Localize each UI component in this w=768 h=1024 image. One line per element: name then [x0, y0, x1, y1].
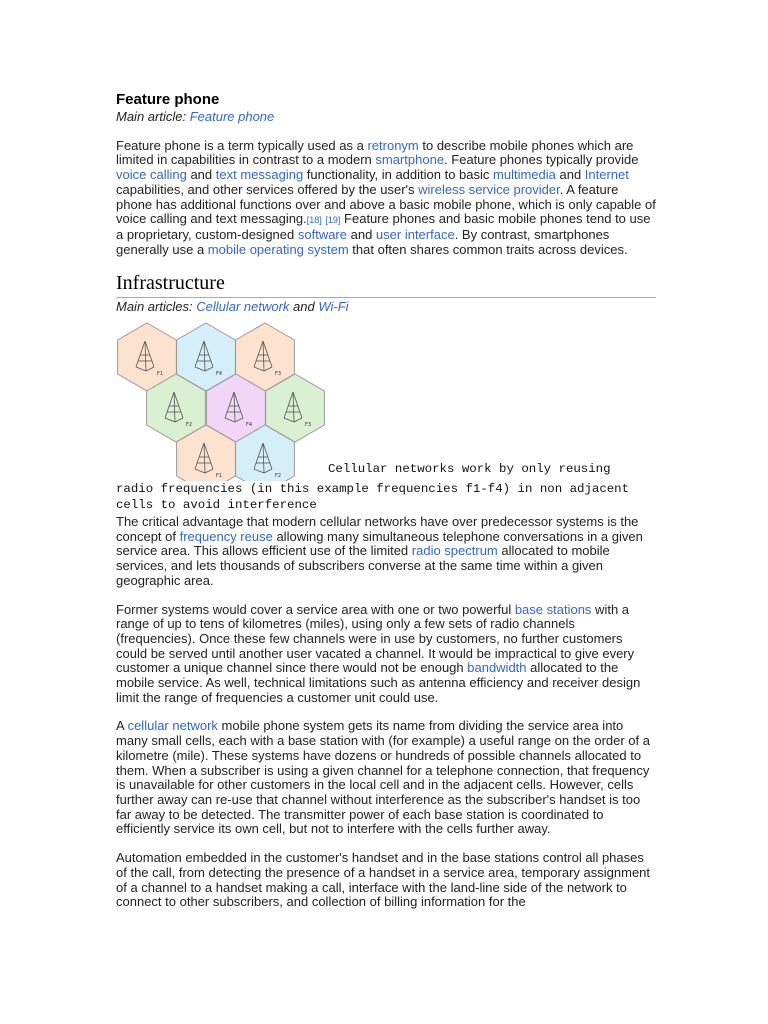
figure-caption-continued: radio frequencies (in this example frequencies f1-f4) in non adjacent cells to avoid interference: [116, 482, 637, 513]
cellular-network-figure: [116, 321, 656, 481]
frequency-label: F1: [216, 473, 223, 480]
frequency-label: F3: [275, 371, 282, 378]
link-base-stations[interactable]: base stations: [514, 601, 592, 617]
hexagon-cell-diagram: [116, 321, 330, 481]
main-articles-hatnote: Main articles: Cellular network and Wi-Fi: [116, 299, 349, 315]
link-cellular-network-inline[interactable]: cellular network: [127, 718, 218, 734]
link-text-messaging[interactable]: text messaging: [215, 167, 304, 183]
frequency-label: F4: [216, 371, 223, 378]
figure-caption-line: Cellular networks work by only reusing: [328, 462, 611, 477]
frequency-label: F3: [305, 422, 312, 429]
link-software[interactable]: software: [297, 226, 347, 242]
paragraph-feature-phone: Feature phone is a term typically used as a retronym to describe mobile phones which are limited in capabilities in contrast to a modern smartphone. Feature phones typically provide voice calling and text messaging functionality, in addition to basic multimedia and Internet capabilities, and other services offered by the user's wireless service provider. A feature phone has additional functions over and above a basic mobile phone, which is only capable of voice calling and text messaging.[18] [19] Feature phones and basic mobile phones tend to use a proprietary, custom-designed software and user interface. By contrast, smartphones generally use a mobile operating system that often shares common traits across devices.: [116, 137, 656, 257]
frequency-label: F2: [186, 422, 193, 429]
frequency-label: F1: [157, 371, 164, 378]
link-frequency-reuse[interactable]: frequency reuse: [179, 528, 273, 544]
paragraph-former-systems: Former systems would cover a service area with one or two powerful base stations with a range of up to tens of kilometres (miles), using only a few sets of radio channels (frequencies). Once these few channels were in use by customers, no further customers could be served until another user vacated a channel. It would be impractical to give every customer a unique channel since there would not be enough bandwidth allocated to the mobile service. As well, technical limitations such as antenna efficiency and receiver design limit the range of frequencies a customer unit could use.: [116, 601, 641, 705]
link-internet[interactable]: Internet: [584, 167, 629, 183]
link-wireless-service-provider[interactable]: wireless service provider: [418, 181, 560, 197]
reference-18[interactable]: [18]: [306, 215, 322, 226]
link-feature-phone[interactable]: Feature phone: [189, 109, 275, 124]
link-radio-spectrum[interactable]: radio spectrum: [411, 543, 498, 559]
link-user-interface[interactable]: user interface: [375, 226, 455, 242]
section-heading-feature-phone: Feature phone: [116, 91, 220, 108]
reference-19[interactable]: [19]: [325, 215, 341, 226]
article-body: [116, 88, 656, 924]
main-article-hatnote: Main article: Feature phone: [116, 109, 275, 124]
link-wi-fi[interactable]: Wi-Fi: [318, 299, 349, 315]
link-bandwidth[interactable]: bandwidth: [467, 660, 527, 676]
frequency-label: F2: [275, 473, 282, 480]
frequency-label: F4: [246, 422, 253, 429]
section-heading-infrastructure: Infrastructure: [116, 271, 656, 298]
paragraph-automation: Automation embedded in the customer's handset and in the base stations control all phases of the call, from detecting the presence of a handset in a service area, temporary assignment of a channel to a handset making a call, interface with the land-line side of the network to connect to other subscribers, and collection of billing information for the: [116, 850, 651, 910]
paragraph-frequency-reuse: The critical advantage that modern cellular networks have over predecessor systems is the concept of frequency reuse allowing many simultaneous telephone conversations in a given service area. This allows efficient use of the limited radio spectrum allocated to mobile services, and lets thousands of subscribers converse at the same time within a given geographic area.: [116, 514, 643, 588]
link-voice-calling[interactable]: voice calling: [116, 167, 187, 183]
link-smartphone[interactable]: smartphone: [375, 152, 445, 168]
paragraph-cellular-network: A cellular network mobile phone system gets its name from dividing the service area into many small cells, each with a base station with (for example) a useful range on the order of a kilometre (mile). These systems have dozens or hundreds of possible channels allocated to them. When a subscriber is using a given channel for a telephone connection, that frequency is unavailable for other customers in the local cell and in the adjacent cells. However, cells further away can re-use that channel without interference as the subscriber's handset is too far away to be detected. The transmitter power of each base station is coordinated to efficiently service its own cell, but not to interfere with the cells further away.: [116, 718, 650, 837]
link-multimedia[interactable]: multimedia: [493, 167, 556, 183]
link-retronym[interactable]: retronym: [367, 137, 419, 153]
link-mobile-operating-system[interactable]: mobile operating system: [207, 241, 349, 257]
link-cellular-network[interactable]: Cellular network: [196, 299, 290, 315]
